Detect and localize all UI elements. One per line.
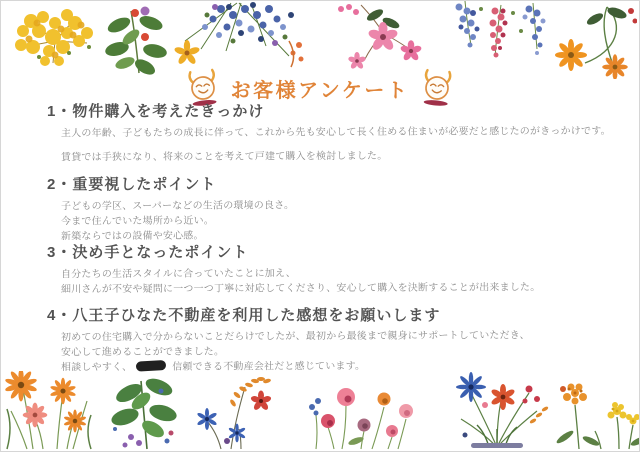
question-block-3 <box>47 244 627 296</box>
question-2-answer-line: 今まで住んでいた場所から近い。 <box>60 215 215 228</box>
poppy-bud-cluster-icon <box>306 371 424 451</box>
answer-text-after-redaction: 信頼できる不動産会社だと感じています。 <box>172 360 366 373</box>
survey-title-row <box>1 69 639 107</box>
question-2-answer-line: 新築ならではの設備や安心感。 <box>60 230 204 243</box>
wisteria-raceme-flower-icon <box>437 1 549 75</box>
question-block-4 <box>47 307 627 374</box>
mixed-flower-bouquet-icon <box>441 371 553 451</box>
green-leaf-branch-icon <box>101 371 193 451</box>
question-4-heading: 4・八王子ひなた不動産を利用した感想をお願いします <box>47 307 441 324</box>
pink-blossom-spray-icon <box>331 3 431 69</box>
orange-daisy-vine-icon <box>551 3 637 79</box>
redaction-scribble <box>136 360 167 372</box>
question-4-answer-line: 初めての住宅購入で分からないことだらけでしたが、最初から最後まで親身にサポートしていただき、 <box>60 330 530 344</box>
question-4-answer-line: 安心して進めることができました。 <box>60 346 225 359</box>
question-block-2 <box>47 176 627 243</box>
survey-content <box>47 103 627 374</box>
question-4-answer-line <box>61 358 627 375</box>
blue-wildflower-bouquet-icon <box>171 1 307 75</box>
bottom-flower-border <box>1 367 639 451</box>
page-title: お客様アンケート <box>230 79 410 102</box>
question-2-heading: 2・重要視したポイント <box>47 176 217 193</box>
question-3-answer-line: 細川さんが不安や疑問に一つ一つ丁寧に対応してくださり、安心して購入を決断することが出来ました。 <box>60 282 541 296</box>
wheat-and-blue-flowers-icon <box>191 371 279 451</box>
berry-leaf-branch-icon <box>105 5 171 75</box>
question-block-1 <box>47 103 627 164</box>
yellow-mimosa-flower-icon <box>9 7 101 69</box>
orange-yellow-umbel-icon <box>549 371 640 451</box>
answer-text-before-redaction: 相談しやすく、 <box>60 361 133 374</box>
question-1-answer-line: 主人の年齢、子どもたちの成長に伴って、これから先も安心して長く住める住まいが必要だと感じたのがきっかけです。 <box>60 125 611 140</box>
orange-daisy-cluster-icon <box>3 371 95 451</box>
question-2-answer-line: 子どもの学区、スーパーなどの生活の環境の良さ。 <box>60 200 295 213</box>
question-1-answer-line: 賃貸では手狭になり、将来のことを考えて戸建て購入を検討しました。 <box>60 150 388 164</box>
question-3-answer-line: 自分たちの生活スタイルに合っていたことに加え、 <box>60 268 297 281</box>
question-3-heading: 3・決め手となったポイント <box>47 244 249 261</box>
question-1-heading: 1・物件購入を考えたきっかけ <box>47 103 265 120</box>
top-flower-border <box>1 1 639 79</box>
